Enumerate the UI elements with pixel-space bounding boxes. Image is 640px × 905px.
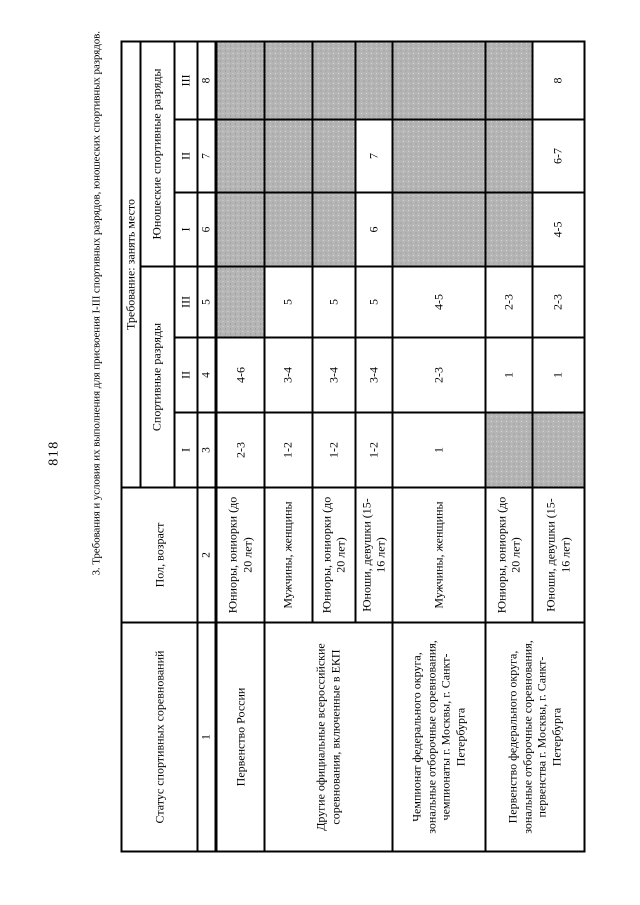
shaded-cell [485, 412, 532, 487]
shaded-cell [392, 41, 485, 119]
gender-age-cell: Юниоры, юниорки (до 20 лет) [216, 487, 264, 622]
gender-age-cell: Мужчины, женщины [392, 487, 485, 622]
rank-label: III [174, 266, 197, 337]
col-number: 3 [197, 412, 216, 487]
value-cell: 2-3 [392, 337, 485, 412]
rank-label: I [174, 192, 197, 266]
value-cell: 6 [355, 192, 392, 266]
value-cell: 1-2 [355, 412, 392, 487]
rank-label: II [174, 337, 197, 412]
shaded-cell [264, 119, 312, 192]
value-cell: 7 [355, 119, 392, 192]
shaded-cell [216, 192, 264, 266]
value-cell: 3-4 [312, 337, 355, 412]
shaded-cell [216, 119, 264, 192]
col-number: 7 [197, 119, 216, 192]
shaded-cell [216, 266, 264, 337]
value-cell: 1 [532, 337, 584, 412]
requirements-table [120, 40, 585, 852]
gender-age-cell: Мужчины, женщины [264, 487, 312, 622]
shaded-cell [485, 192, 532, 266]
header-requirement: Требование: занять место [121, 41, 140, 487]
col-number: 4 [197, 337, 216, 412]
value-cell: 1 [485, 337, 532, 412]
gender-age-cell: Юниоры, юниорки (до 20 лет) [312, 487, 355, 622]
status-cell: Чемпионат федерального округа, зональные отборочные соревнования, чемпионаты г. Москвы, г. Санкт-Петербурга [392, 622, 485, 851]
gender-age-cell: Юниоры, юниорки (до 20 лет) [485, 487, 532, 622]
value-cell: 4-6 [216, 337, 264, 412]
status-cell: Первенство России [216, 622, 264, 851]
value-cell: 2-3 [216, 412, 264, 487]
value-cell: 3-4 [264, 337, 312, 412]
value-cell: 3-4 [355, 337, 392, 412]
col-number: 1 [197, 622, 216, 851]
shaded-cell [485, 41, 532, 119]
shaded-cell [392, 192, 485, 266]
table-row [264, 41, 312, 851]
shaded-cell [216, 41, 264, 119]
shaded-cell [264, 192, 312, 266]
col-number: 5 [197, 266, 216, 337]
status-cell: Первенство федерального округа, зональные отборочные соревнования, первенства г. Москвы, г. Санкт-Петербурга [485, 622, 584, 851]
shaded-cell [312, 41, 355, 119]
header-youth-ranks: Юношеские спортивные разряды [140, 41, 174, 266]
value-cell: 4-5 [532, 192, 584, 266]
value-cell: 8 [532, 41, 584, 119]
shaded-cell [392, 119, 485, 192]
page-number: 818 [46, 439, 61, 466]
table-row [392, 41, 485, 851]
gender-age-cell: Юноши, девушки (15-16 лет) [532, 487, 584, 622]
col-number: 8 [197, 41, 216, 119]
value-cell: 5 [312, 266, 355, 337]
shaded-cell [355, 41, 392, 119]
col-number: 6 [197, 192, 216, 266]
rank-label: III [174, 41, 197, 119]
value-cell: 5 [355, 266, 392, 337]
section-heading: 3. Требования и условия их выполнения для присвоения I-III спортивных разрядов, юношеских спортивных разрядов. [90, 30, 102, 575]
header-sport-ranks: Спортивные разряды [140, 266, 174, 487]
header-gender-age: Пол, возраст [121, 487, 197, 622]
shaded-cell [485, 119, 532, 192]
col-number: 2 [197, 487, 216, 622]
status-cell: Другие официальные всероссийские соревнования, включенные в ЕКП [264, 622, 392, 851]
value-cell: 1-2 [264, 412, 312, 487]
shaded-cell [312, 192, 355, 266]
value-cell: 1 [392, 412, 485, 487]
shaded-cell [532, 412, 584, 487]
table-row [485, 41, 532, 851]
gender-age-cell: Юноши, девушки (15-16 лет) [355, 487, 392, 622]
value-cell: 2-3 [485, 266, 532, 337]
value-cell: 6-7 [532, 119, 584, 192]
table-row [216, 41, 264, 851]
rank-label: I [174, 412, 197, 487]
header-status: Статус спортивных соревнований [121, 622, 197, 851]
value-cell: 5 [264, 266, 312, 337]
value-cell: 4-5 [392, 266, 485, 337]
value-cell: 2-3 [532, 266, 584, 337]
rank-label: II [174, 119, 197, 192]
shaded-cell [264, 41, 312, 119]
shaded-cell [312, 119, 355, 192]
value-cell: 1-2 [312, 412, 355, 487]
